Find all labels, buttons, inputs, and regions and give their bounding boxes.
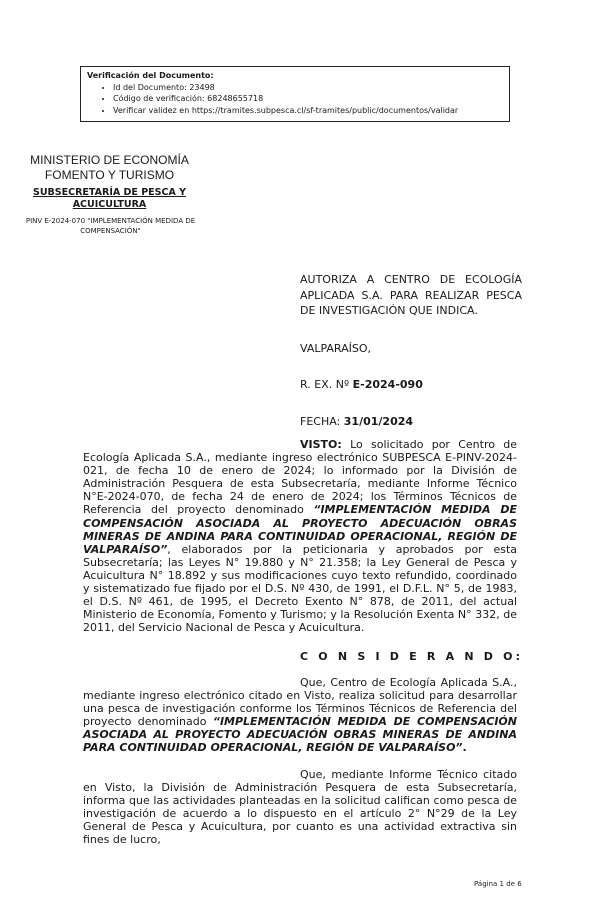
considerando-p1-end: . (462, 741, 467, 755)
pinv-reference: PINV E-2024-070 "IMPLEMENTACIÓN MEDIDA DE COMPENSACIÓN" (25, 217, 196, 235)
ministry-name (22, 153, 197, 183)
fecha-value: 31/01/2024 (343, 415, 414, 428)
page-number: Página 1 de 6 (474, 880, 522, 888)
considerando-p1-project: “IMPLEMENTACIÓN MEDIDA DE COMPENSACIÓN ASOCIADA AL PROYECTO ADECUACIÓN OBRAS MINERAS DE ANDINA PARA CONTINUIDAD OPERACIONAL, REGIÓN DE VALPARAÍSO” (83, 715, 517, 755)
verification-url[interactable]: • Verificar validez en https://tramites.subpesca.cl/sf-tramites/public/documentos/validar (113, 105, 509, 117)
verification-id: • Id del Documento: 23498 (113, 82, 509, 94)
fecha-label: FECHA: (300, 415, 341, 428)
resolution-date (300, 414, 522, 430)
rex-label: R. EX. Nº (300, 378, 350, 391)
considerando-paragraph-1 (83, 676, 517, 755)
considerando-heading: C O N S I D E R A N D O: (300, 650, 524, 663)
subsecretaria-name: SUBSECRETARÍA DE PESCA Y ACUICULTURA (33, 187, 186, 210)
ministry-line-1: MINISTERIO DE ECONOMÍA (30, 153, 189, 167)
verification-list (87, 82, 509, 117)
verification-code: • Código de verificación: 68248655718 (113, 93, 509, 105)
rex-number: E-2024-090 (352, 378, 423, 391)
verification-box (80, 66, 510, 122)
visto-project: “IMPLEMENTACIÓN MEDIDA DE COMPENSACIÓN ASOCIADA AL PROYECTO ADECUACIÓN OBRAS MINERAS DE ANDINA PARA CONTINUIDAD OPERACIONAL, REGIÓN DE VALPARAÍSO” (83, 503, 517, 556)
verification-title: Verificación del Documento: (87, 71, 214, 80)
visto-text-b: , elaborados por la peticionaria y aprobados por esta Subsecretaría; las Leyes N° 19.880 y N° 21.358; la Ley General de Pesca y Acuicultura N° 18.892 y sus modificaciones cuyo texto refundido, coordinado y sistematizado fue fijado por el D.S. Nº 430, de 1991, el D.F.L. N° 5, de 1983, el D.S. Nº 461, de 1995, el Decreto Exento N° 878, de 2011, del actual Ministerio de Economía, Fomento y Turismo; y la Resolución Exenta N° 332, de 2011, del Servicio Nacional de Pesca y Acuicultura. (83, 542, 517, 635)
resolution-number (300, 377, 522, 393)
city: VALPARAÍSO, (300, 342, 372, 355)
considerando-p1-text: Que, Centro de Ecología Aplicada S.A., mediante ingreso electrónico citado en Visto, realiza solicitud para desarrollar una pesca de investigación conforme los Términos Técnicos de Referencia del proyecto denominado (83, 676, 517, 729)
ministry-line-2: FOMENTO Y TURISMO (44, 168, 175, 182)
visto-paragraph (83, 438, 517, 634)
considerando-paragraph-2: Que, mediante Informe Técnico citado en Visto, la División de Administración Pesquera de esta Subsecretaría, informa que las actividades planteadas en la solicitud califican como pesca de investigación de acuerdo a lo dispuesto en el artículo 2° N°29 de la Ley General de Pesca y Acuicultura, por cuanto es una actividad extractiva sin fines de lucro, (83, 768, 517, 847)
resolution-summary: AUTORIZA A CENTRO DE ECOLOGÍA APLICADA S.A. PARA REALIZAR PESCA DE INVESTIGACIÓN QUE INDICA. (300, 273, 522, 317)
visto-label: VISTO: (300, 438, 342, 451)
visto-text-a: Lo solicitado por Centro de Ecología Aplicada S.A., mediante ingreso electrónico SUBPESCA E-PINV-2024-021, de fecha 10 de enero de 2024; lo informado por la División de Administración Pesquera de esta Subsecretaría, mediante Informe Técnico N°E-2024-070, de fecha 24 de enero de 2024; los Términos Técnicos de Referencia del proyecto denominado (83, 438, 517, 517)
